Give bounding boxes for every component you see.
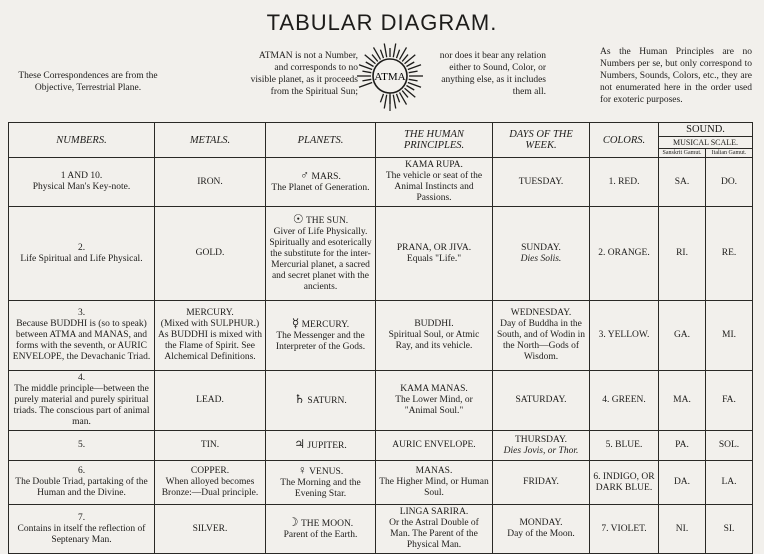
sanskrit-cell	[659, 371, 706, 431]
header-sound: SOUND.	[659, 123, 753, 137]
number-label: 4.	[77, 373, 86, 383]
metal-description: When alloyed becomes Bronze:—Dual principle.	[161, 477, 259, 498]
header-colors: COLORS.	[590, 123, 659, 158]
sun-ray	[362, 79, 371, 81]
sun-ray	[362, 71, 371, 73]
sun-ray	[406, 62, 414, 67]
note-atman-left: ATMAN is not a Number, and corresponds to no visible planet, as it proceeds from the Spiritual Sun;	[250, 51, 358, 97]
sun-ray	[402, 55, 408, 62]
principle-description: The vehicle or seat of the Animal Instincts and Passions.	[385, 171, 483, 203]
atma-label: ATMA	[374, 71, 406, 83]
number-description: Contains in itself the reflection of Septenary Man.	[17, 523, 146, 545]
sun-ray	[372, 55, 378, 62]
numbers-cell	[9, 158, 155, 207]
page-title: TABULAR DIAGRAM.	[266, 10, 498, 35]
principle-label: LINGA SARIRA.	[399, 507, 469, 517]
planet-description: The Morning and the Evening Star.	[280, 478, 361, 499]
numbers-cell	[9, 207, 155, 301]
planet-symbol-icon: ♀	[297, 463, 307, 477]
sun-rays-icon	[355, 41, 425, 111]
sanskrit-note: DA.	[673, 477, 691, 487]
principle-description: The Lower Mind, or "Animal Soul."	[395, 395, 473, 416]
principles-cell	[376, 461, 493, 505]
days-cell	[493, 461, 590, 505]
sanskrit-note: PA.	[675, 440, 689, 450]
metals-cell	[155, 461, 266, 505]
planet-description: Giver of Life Physically. Spiritually and esoterically the substitute for the inter-Mercurial planet, a sacred and secret planet with the ancients.	[269, 227, 372, 292]
italian-cell	[706, 371, 753, 431]
planets-cell	[266, 431, 376, 461]
numbers-cell	[9, 505, 155, 554]
colors-cell	[590, 207, 659, 301]
sun-ray	[408, 65, 421, 70]
days-cell	[493, 371, 590, 431]
sanskrit-cell	[659, 158, 706, 207]
sun-ray	[406, 86, 414, 91]
color-label: 5. BLUE.	[605, 440, 643, 450]
planets-cell	[266, 505, 376, 554]
note-terrestrial-plane: These Correspondences are from the Objective, Terrestrial Plane.	[18, 71, 158, 93]
italian-note: SOL.	[718, 440, 740, 450]
atma-sun-emblem	[355, 41, 425, 111]
day-description: Day of the Moon.	[507, 529, 575, 539]
sun-ray	[384, 44, 386, 58]
italian-cell	[706, 301, 753, 371]
day-label: MONDAY.	[519, 518, 563, 528]
number-label: 5.	[77, 440, 86, 450]
note-atman-right: nor does it bear any relation either to Sound, Color, or anything else, as it includes them all.	[439, 51, 546, 97]
header-numbers: NUMBERS.	[9, 123, 155, 158]
planet-label: THE SUN.	[305, 216, 349, 226]
planet-symbol-icon: ☉	[292, 212, 304, 226]
table-row	[9, 158, 753, 207]
italian-note: MI.	[722, 330, 736, 340]
sanskrit-note: NI.	[675, 523, 689, 534]
planet-description: The Messenger and the Interpreter of the Gods.	[275, 331, 366, 352]
principle-description: Spiritual Soul, or Atmic Ray, and its vehicle.	[388, 330, 480, 351]
table-row	[9, 505, 753, 554]
number-label: 2.	[77, 242, 86, 253]
sanskrit-note: SA.	[674, 176, 690, 187]
sun-ray	[409, 79, 418, 81]
day-label: SATURDAY.	[515, 395, 567, 405]
italian-note: FA.	[722, 395, 736, 405]
day-description: Dies Solis.	[520, 253, 562, 264]
color-label: 3. YELLOW.	[598, 330, 650, 340]
header-italian-gamut: Italian Gamut.	[706, 149, 753, 158]
color-label: 6. INDIGO, OR DARK BLUE.	[593, 471, 655, 493]
color-label: 7. VIOLET.	[601, 523, 647, 534]
number-label: 7.	[77, 512, 86, 523]
planet-symbol-icon: ☿	[291, 316, 300, 330]
sun-ray	[409, 71, 418, 73]
planet-label: MARS.	[311, 172, 341, 182]
italian-cell	[706, 207, 753, 301]
principles-cell	[376, 505, 493, 554]
day-description: Dies Jovis, or Thor.	[503, 445, 579, 456]
sanskrit-cell	[659, 461, 706, 505]
metal-label: LEAD.	[196, 395, 224, 405]
day-label: SUNDAY.	[521, 242, 561, 253]
colors-cell	[590, 158, 659, 207]
sanskrit-cell	[659, 301, 706, 371]
numbers-cell	[9, 301, 155, 371]
metal-description: (Mixed with SULPHUR.) As BUDDHI is mixed with the Flame of Spirit. See Alchemical Definitions.	[158, 319, 262, 362]
planet-symbol-icon: ♄	[294, 392, 306, 406]
sanskrit-note: RI.	[676, 248, 688, 258]
sun-ray	[359, 65, 372, 70]
metals-cell	[155, 505, 266, 554]
days-cell	[493, 301, 590, 371]
number-description: The Double Triad, partaking of the Human and the Divine.	[15, 477, 148, 498]
numbers-cell	[9, 431, 155, 461]
day-label: FRIDAY.	[523, 477, 559, 487]
principles-cell	[376, 431, 493, 461]
days-cell	[493, 207, 590, 301]
header-planets: PLANETS.	[266, 123, 376, 158]
metals-cell	[155, 207, 266, 301]
planet-label: JUPITER.	[307, 441, 347, 451]
colors-cell	[590, 371, 659, 431]
sun-ray	[396, 50, 399, 58]
planets-cell	[266, 301, 376, 371]
table-row	[9, 207, 753, 301]
colors-cell	[590, 431, 659, 461]
header-human-principles: THE HUMAN PRINCIPLES.	[376, 123, 493, 158]
day-label: THURSDAY.	[514, 434, 567, 445]
principle-description: Or the Astral Double of Man. The Parent of the Physical Man.	[389, 518, 479, 550]
planets-cell	[266, 158, 376, 207]
planet-label: SATURN.	[307, 396, 347, 406]
table-body	[9, 158, 753, 554]
metal-label: TIN.	[200, 440, 220, 450]
italian-cell	[706, 461, 753, 505]
italian-note: DO.	[720, 176, 738, 187]
sanskrit-cell	[659, 431, 706, 461]
planet-description: Parent of the Earth.	[283, 530, 358, 540]
planets-cell	[266, 371, 376, 431]
principle-label: PRANA, OR JIVA.	[396, 242, 472, 253]
metals-cell	[155, 431, 266, 461]
sun-ray	[366, 62, 374, 67]
sun-ray	[393, 95, 395, 109]
number-description: Because BUDDHI is (so to speak) between ATMA and MANAS, and forms with the seventh, or AURIC ENVELOPE, the Devachanic Triad.	[12, 319, 151, 362]
color-label: 2. ORANGE.	[598, 248, 650, 258]
colors-cell	[590, 505, 659, 554]
colors-cell	[590, 461, 659, 505]
metals-cell	[155, 371, 266, 431]
sun-ray	[384, 95, 386, 109]
number-label: 1 AND 10.	[60, 171, 103, 181]
principles-cell	[376, 371, 493, 431]
planets-cell	[266, 461, 376, 505]
planet-label: MERCURY.	[301, 320, 350, 330]
principle-label: AURIC ENVELOPE.	[392, 440, 476, 450]
color-label: 4. GREEN.	[602, 395, 646, 405]
day-label: TUESDAY.	[518, 176, 564, 187]
planet-symbol-icon: ♃	[294, 437, 306, 451]
sun-ray	[393, 44, 395, 58]
principles-cell	[376, 301, 493, 371]
italian-note: RE.	[721, 248, 737, 258]
metal-label: COPPER.	[190, 466, 230, 476]
header-days: DAYS OF THE WEEK.	[493, 123, 590, 158]
sun-ray	[396, 94, 399, 102]
italian-note: SI.	[723, 523, 735, 534]
italian-cell	[706, 505, 753, 554]
italian-note: LA.	[721, 477, 737, 487]
italian-cell	[706, 431, 753, 461]
sun-ray	[380, 50, 383, 58]
colors-cell	[590, 301, 659, 371]
number-description: The middle principle—between the purely material and purely spiritual triads. The conscious part of animal man.	[13, 384, 150, 427]
color-label: 1. RED.	[608, 176, 640, 187]
header-musical-scale: MUSICAL SCALE.	[659, 137, 753, 149]
principles-cell	[376, 207, 493, 301]
days-cell	[493, 158, 590, 207]
number-label: 3.	[77, 308, 86, 318]
planet-symbol-icon: ☽	[287, 515, 299, 529]
note-human-principles: As the Human Principles are no Numbers per se, but only correspond to Numbers, Sounds, Colors, etc., they are not enumerated here in the order used for exoteric purposes.	[600, 47, 752, 105]
header-metals: METALS.	[155, 123, 266, 158]
sun-ray	[408, 82, 421, 87]
metal-label: IRON.	[197, 176, 223, 187]
planet-label: THE MOON.	[300, 519, 354, 529]
principle-description: Equals "Life."	[406, 253, 462, 264]
metals-cell	[155, 158, 266, 207]
header-sanskrit-gamut: Sanskrit Gamut.	[659, 149, 706, 158]
metal-label: GOLD.	[195, 248, 225, 258]
day-label: WEDNESDAY.	[510, 308, 572, 318]
numbers-cell	[9, 461, 155, 505]
sanskrit-note: GA.	[673, 330, 691, 340]
planet-symbol-icon: ♂	[300, 168, 310, 182]
table-row	[9, 431, 753, 461]
days-cell	[493, 505, 590, 554]
table-row	[9, 301, 753, 371]
principle-description: The Higher Mind, or Human Soul.	[379, 477, 489, 498]
principle-label: KAMA MANAS.	[400, 384, 468, 394]
metal-label: MERCURY.	[186, 308, 234, 318]
metal-label: SILVER.	[192, 523, 228, 534]
sun-ray	[380, 94, 383, 102]
sun-ray	[402, 91, 408, 98]
number-description: Physical Man's Key-note.	[32, 182, 131, 192]
days-cell	[493, 431, 590, 461]
italian-cell	[706, 158, 753, 207]
table-row	[9, 461, 753, 505]
day-description: Day of Buddha in the South, and of Wodin in the North—Gods of Wisdom.	[497, 319, 585, 362]
sun-ray	[359, 82, 372, 87]
number-label: 6.	[77, 466, 86, 476]
table-row	[9, 371, 753, 431]
planets-cell	[266, 207, 376, 301]
numbers-cell	[9, 371, 155, 431]
sanskrit-note: MA.	[673, 395, 691, 405]
sanskrit-cell	[659, 505, 706, 554]
planet-label: VENUS.	[309, 467, 344, 477]
planet-description: The Planet of Generation.	[271, 183, 370, 193]
principle-label: MANAS.	[415, 466, 453, 476]
number-description: Life Spiritual and Life Physical.	[20, 253, 143, 264]
principle-label: BUDDHI.	[414, 319, 454, 329]
principle-label: KAMA RUPA.	[405, 160, 463, 170]
metals-cell	[155, 301, 266, 371]
principles-cell	[376, 158, 493, 207]
sanskrit-cell	[659, 207, 706, 301]
correspondence-table	[8, 122, 753, 554]
